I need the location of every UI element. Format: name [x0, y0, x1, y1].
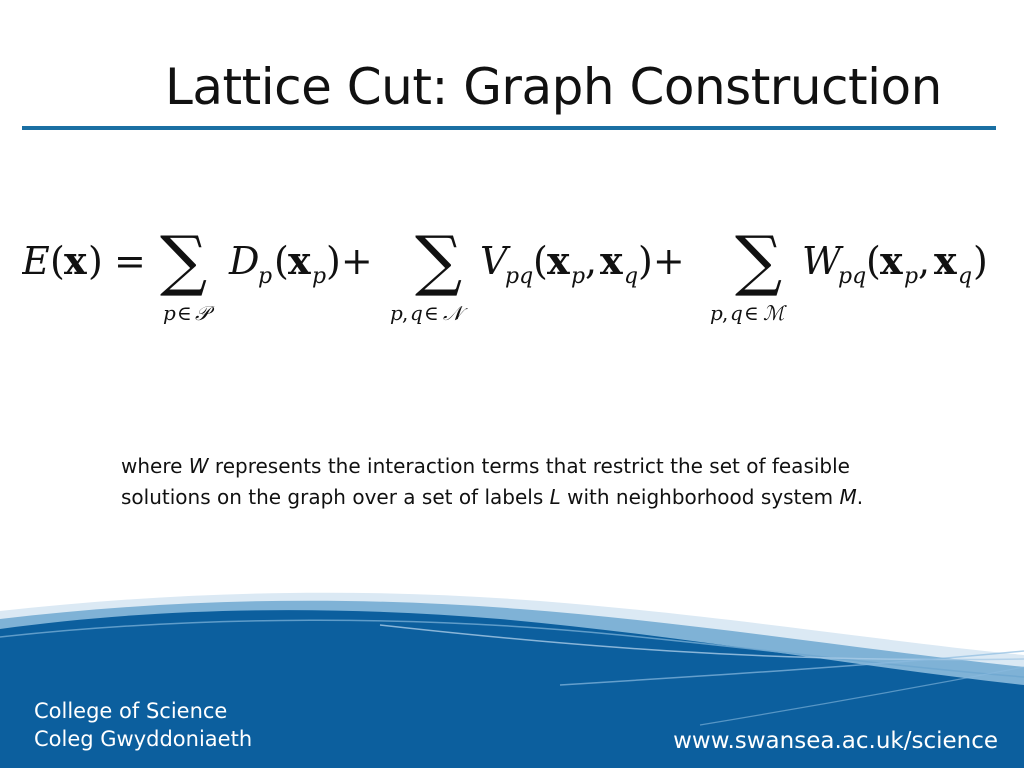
sum-symbol	[160, 222, 207, 299]
svg-text:p: p	[571, 264, 586, 289]
svg-text:,: ,	[585, 239, 598, 283]
svg-text:∑: ∑	[735, 222, 783, 299]
svg-text:x: x	[934, 238, 957, 283]
svg-text:): )	[973, 239, 988, 283]
svg-text:p: p	[390, 301, 403, 325]
sum-subscript-pq-m	[710, 301, 787, 325]
sum-symbol	[415, 222, 462, 299]
svg-text:p: p	[904, 264, 919, 289]
college-name-welsh: Coleg Gwyddoniaeth	[34, 727, 253, 751]
svg-text:,: ,	[722, 301, 729, 325]
svg-text:)+: )+	[326, 239, 373, 283]
svg-text:x: x	[64, 238, 87, 283]
svg-text:pq: pq	[838, 264, 867, 289]
equation-lhs	[22, 238, 146, 283]
college-name-english: College of Science	[34, 699, 228, 723]
svg-text:=: =	[114, 239, 146, 283]
energy-equation	[22, 218, 1024, 333]
svg-text:∈: ∈	[744, 301, 759, 325]
svg-text:∑: ∑	[160, 222, 208, 299]
variable-l: L	[549, 485, 561, 509]
svg-text:∑: ∑	[415, 222, 463, 299]
svg-text:x: x	[547, 238, 570, 283]
svg-text:q: q	[410, 301, 423, 325]
sum-symbol	[735, 222, 782, 299]
equation-description: where W represents the interaction terms that restrict the set of feasible solutions on the graph over a set of labels L with neighborhood system M.	[121, 454, 864, 509]
svg-text:,: ,	[918, 239, 931, 283]
slide-title: Lattice Cut: Graph Construction	[165, 58, 942, 116]
data-term	[228, 238, 373, 289]
svg-text:p: p	[258, 264, 273, 289]
svg-text:D: D	[229, 239, 260, 283]
svg-text:p: p	[163, 301, 176, 325]
svg-text:(: (	[533, 239, 548, 283]
smoothness-term	[480, 238, 685, 289]
svg-text:): )	[88, 239, 103, 283]
svg-text:(: (	[866, 239, 881, 283]
svg-text:x: x	[880, 238, 903, 283]
svg-text:(: (	[50, 239, 65, 283]
svg-text:x: x	[600, 238, 623, 283]
svg-text:∈: ∈	[424, 301, 439, 325]
svg-text:pq: pq	[505, 264, 534, 289]
variable-w: W	[188, 454, 209, 478]
svg-text:∈: ∈	[177, 301, 192, 325]
svg-text:q: q	[624, 264, 639, 289]
website-link[interactable]: www.swansea.ac.uk/science	[673, 728, 998, 754]
svg-text:x: x	[288, 238, 311, 283]
svg-text:(: (	[274, 239, 289, 283]
title-rule	[22, 126, 996, 130]
svg-text:V: V	[480, 239, 508, 283]
svg-text:ℳ: ℳ	[763, 301, 785, 325]
svg-text:p: p	[710, 301, 723, 325]
svg-text:W: W	[802, 239, 842, 283]
sum-subscript-pq-n	[390, 301, 468, 325]
interaction-term	[802, 238, 988, 289]
svg-text:)+: )+	[638, 239, 685, 283]
svg-text:p: p	[312, 264, 327, 289]
svg-text:q: q	[730, 301, 743, 325]
svg-text:q: q	[958, 264, 973, 289]
svg-text:𝒩: 𝒩	[443, 301, 463, 325]
svg-text:E: E	[22, 239, 50, 283]
svg-text:𝒫: 𝒫	[195, 301, 210, 325]
sum-subscript-p	[163, 301, 215, 325]
variable-m: M	[839, 485, 857, 509]
svg-text:,: ,	[402, 301, 409, 325]
